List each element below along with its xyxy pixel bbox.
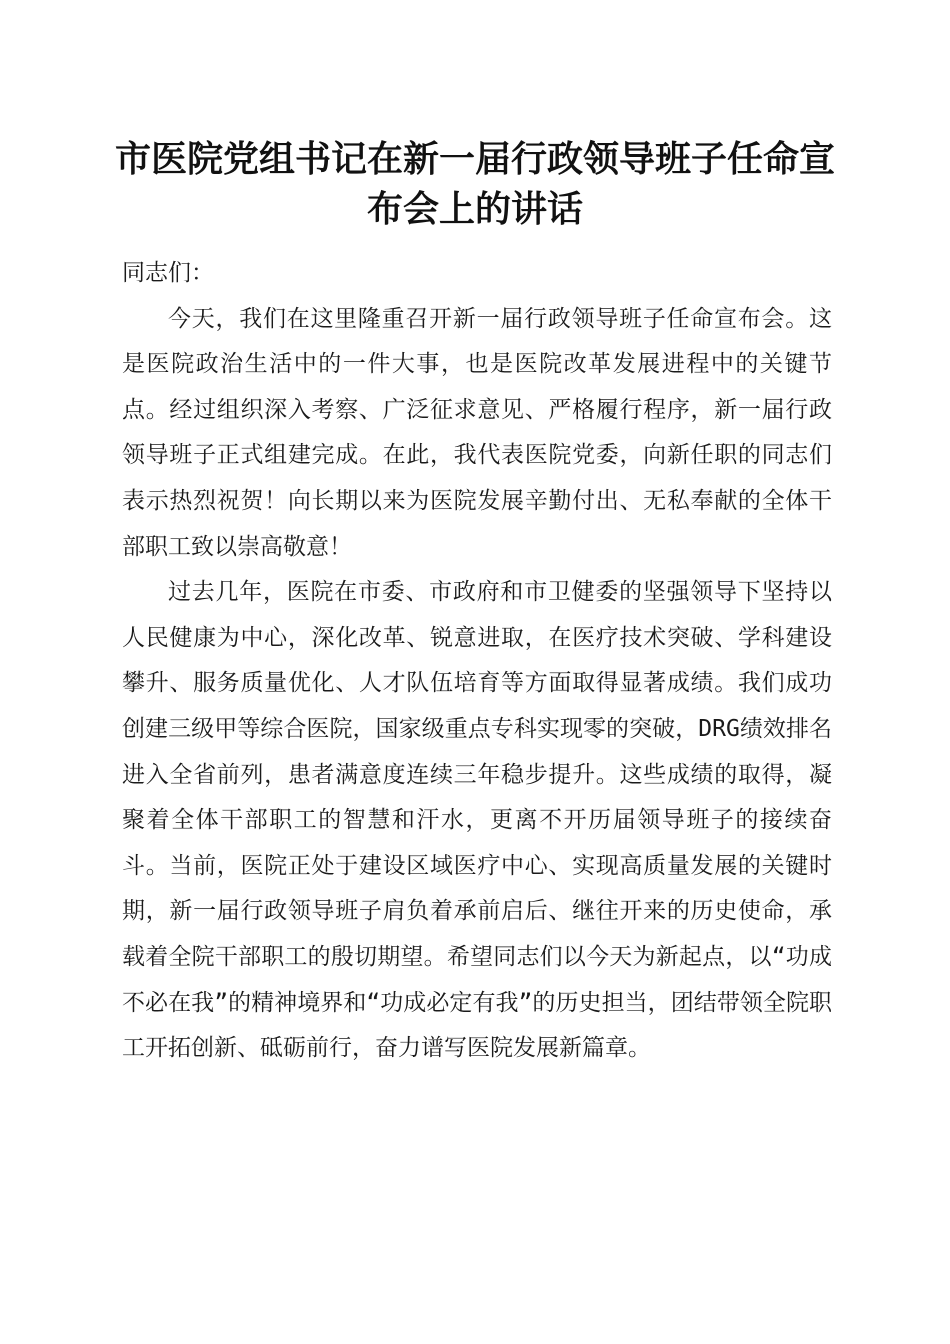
document-title xyxy=(100,134,850,234)
title-line-1: 市医院党组书记在新一届行政领导班子任命宣 xyxy=(114,138,835,180)
document-body xyxy=(122,251,832,1072)
paragraph-opening: 今天，我们在这里隆重召开新一届行政领导班子任命宣布会。这是医院政治生活中的一件大事，也是医院改革发展进程中的关键节点。经过组织深入考察、广泛征求意见、严格履行程序，新一届行政领导班子正式组建完成。在此，我代表医院党委，向新任职的同志们表示热烈祝贺！向长期以来为医院发展辛勤付出、无私奉献的全体干部职工致以崇高敬意！ xyxy=(122,305,832,560)
title-line-2: 布会上的讲话 xyxy=(366,188,583,230)
salutation: 同志们： xyxy=(122,260,214,286)
paragraph-achievements: 过去几年，医院在市委、市政府和市卫健委的坚强领导下坚持以人民健康为中心，深化改革、锐意进取，在医疗技术突破、学科建设攀升、服务质量优化、人才队伍培育等方面取得显著成绩。我们成功创建三级甲等综合医院，国家级重点专科实现零的突破，DRG绩效排名进入全省前列，患者满意度连续三年稳步提升。这些成绩的取得，凝聚着全体干部职工的智慧和汗水，更离不开历届领导班子的接续奋斗。当前，医院正处于建设区域医疗中心、实现高质量发展的关键时期，新一届行政领导班子肩负着承前启后、继往开来的历史使命，承载着全院干部职工的殷切期望。希望同志们以今天为新起点，以“功成不必在我”的精神境界和“功成必定有我”的历史担当，团结带领全院职工开拓创新、砥砺前行，奋力谱写医院发展新篇章。 xyxy=(122,579,832,1062)
